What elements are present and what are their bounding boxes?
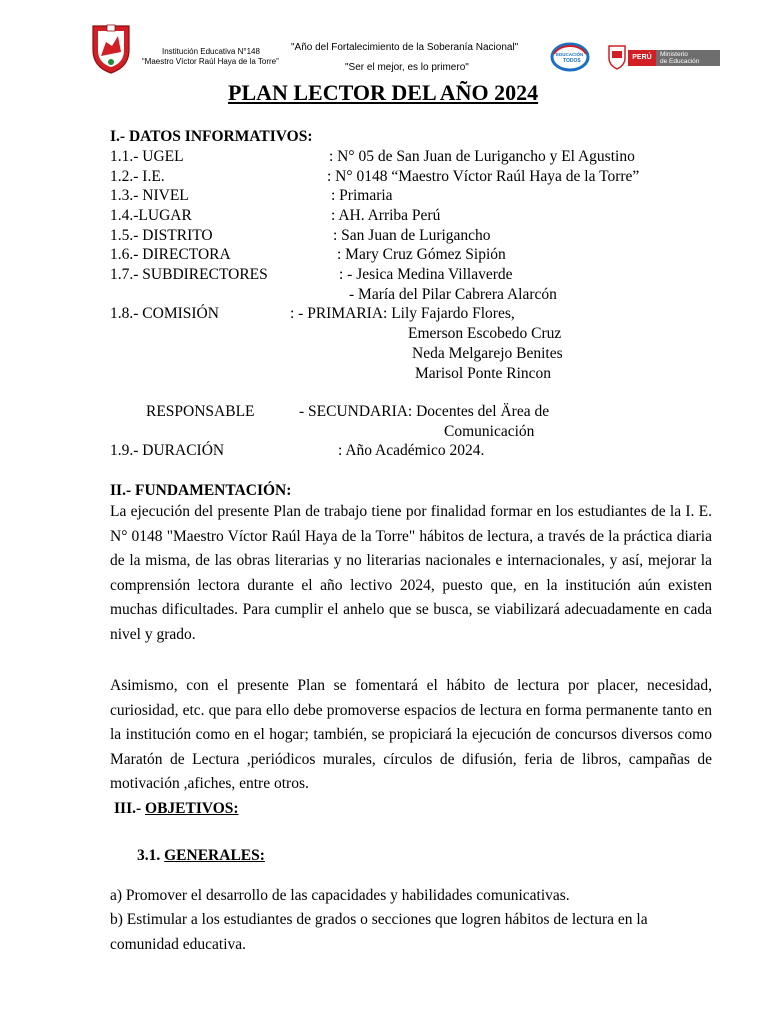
responsable-value-cont: Comunicación [444,423,535,440]
school-crest-icon [90,22,132,74]
ministry-country: PERÚ [628,50,656,66]
fundamentacion-paragraph-2: Asimismo, con el presente Plan se fomentará el hábito de lectura por placer, necesidad, curiosidad, etc. que para ello debe promoverse espacios de lectura en forma permanente tanto en la institución como en el hogar; también, se propiciará la ejecución de concursos diversos como Maratón de Lectura ,periódicos murales, círculos de difusión, feria de libros, campañas de motivación ,afiches, entre otros. [110,677,712,792]
school-crest [90,22,132,74]
section1-heading: I.- DATOS INFORMATIVOS: [110,128,313,145]
peru-shield-icon [607,44,627,70]
commission-value: : - PRIMARIA: Lily Fajardo Flores, [290,305,515,322]
section2-heading: II.- FUNDAMENTACIÓN: [110,482,292,499]
subsection-number: 3.1. [137,847,165,864]
row-value: : AH. Arriba Perú [331,207,441,224]
row-value: : Primaria [331,187,393,204]
row-label: 1.1.- UGEL [110,148,184,165]
badge-text-line1: EDUCACIÓN [556,52,584,57]
commission-member: Neda Melgarejo Benites [412,345,563,362]
year-motto: "Año del Fortalecimiento de la Soberanía Nacional" [291,42,519,53]
row-label: 1.6.- DIRECTORA [110,246,231,263]
section3-number: III.- [114,800,146,817]
row-label: 1.4.-LUGAR [110,207,192,224]
education-badge-icon [550,42,590,72]
objective-b: b) Estimular a los estudiantes de grados o secciones que logren hábitos de lectura en la comunidad educativa. [110,911,648,953]
duration-value: : Año Académico 2024. [338,442,485,459]
peru-shield [607,44,627,70]
responsable-value: - SECUNDARIA: Docentes del Ärea de [299,403,550,420]
document-title: PLAN LECTOR DEL AÑO 2024 [228,80,539,105]
responsable-label: RESPONSABLE [146,403,255,420]
row-label: 1.3.- NIVEL [110,187,189,204]
objective-a: a) Promover el desarrollo de las capacidades y habilidades comunicativas. [110,887,570,904]
duration-label: 1.9.- DURACIÓN [110,442,225,459]
fundamentacion-paragraph-1: La ejecución del presente Plan de trabajo tiene por finalidad formar en los estudiantes de la I. E. N° 0148 "Maestro Víctor Raúl Haya de la Torre" hábitos de lectura, a través de la práctica diaria de la misma, de las obras literarias y no literarias nacionales e internacionales, y así, mejorar la comprensión lectora durante el año lectivo 2024, puesto que, en la institución aún existen muchas dificultades. Para cumplir el anhelo que se busca, se viabilizará adecuadamente en cada nivel y grado. [110,503,712,643]
section3-title: OBJETIVOS: [145,800,239,817]
school-motto: "Ser el mejor, es lo primero" [345,62,469,73]
row-label: 1.2.- I.E. [110,168,165,185]
ministry-name-line2: de Educación [660,58,700,65]
subsection-title: GENERALES: [164,847,265,864]
row-label: 1.5.- DISTRITO [110,227,213,244]
commission-member: Emerson Escobedo Cruz [408,325,562,342]
section3-heading [114,799,239,818]
subdirector-second: - María del Pilar Cabrera Alarcón [349,286,557,303]
badge-text-line2: TODOS [563,58,581,64]
institution-name-line2: “Maestro Víctor Raúl Haya de la Torre” [142,57,279,66]
education-badge [550,42,590,72]
row-value: : San Juan de Lurigancho [333,227,491,244]
row-value: : - Jesica Medina Villaverde [339,266,513,283]
ministry-name-box [656,50,720,66]
subsection-heading [137,846,265,865]
row-label: 1.7.- SUBDIRECTORES [110,266,268,283]
row-value: : Mary Cruz Gómez Sipión [337,246,506,263]
row-value: : N° 05 de San Juan de Lurigancho y El Agustino [329,148,635,165]
commission-member: Marisol Ponte Rincon [415,365,552,382]
institution-name-line1: Institución Educativa N°148 [162,47,260,56]
row-value: : N° 0148 “Maestro Víctor Raúl Haya de la Torre” [327,168,640,185]
ministry-name-line1: Ministerio [660,51,688,58]
commission-label: 1.8.- COMISIÓN [110,305,219,322]
